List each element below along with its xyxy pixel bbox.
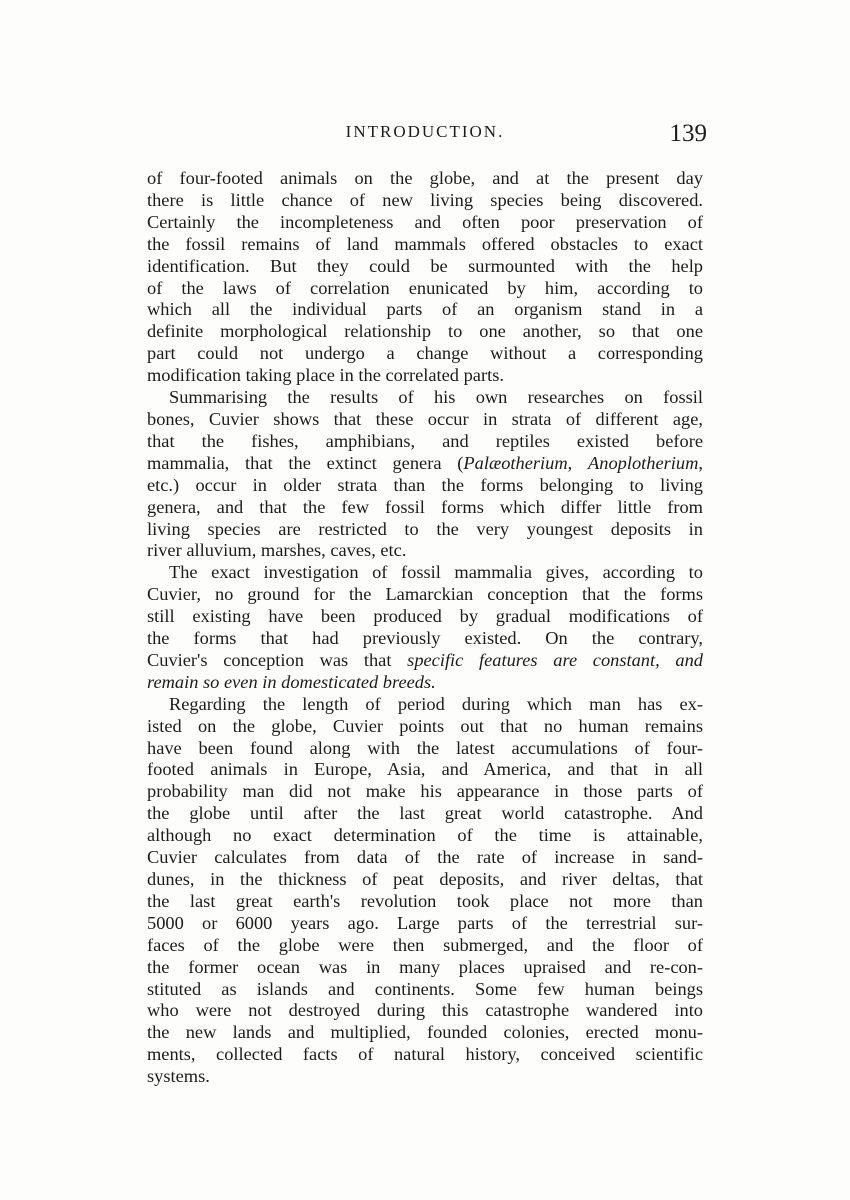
text-line: bones, Cuvier shows that these occur in strata of different age, <box>147 408 703 429</box>
paragraph-3 <box>147 562 703 693</box>
paragraph-4 <box>147 694 703 1088</box>
paragraph-1 <box>147 168 703 387</box>
text-line: the former ocean was in many places upraised and re-con- <box>147 956 703 977</box>
text-line: have been found along with the latest accumulations of four- <box>147 737 703 758</box>
text-run: mammalia, that the extinct genera ( <box>147 452 464 473</box>
text-line: probability man did not make his appearance in those parts of <box>147 781 703 802</box>
text-line: of four-footed animals on the globe, and at the present day <box>147 168 703 188</box>
text-line: who were not destroyed during this catastrophe wandered into <box>147 1000 703 1021</box>
text-line: systems. <box>147 1066 210 1087</box>
text-line: which all the individual parts of an organism stand in a <box>147 299 703 320</box>
text-line: stituted as islands and continents. Some few human beings <box>147 978 703 999</box>
text-line <box>147 672 703 694</box>
text-line: isted on the globe, Cuvier points out that no human remains <box>147 715 703 736</box>
text-line: identification. But they could be surmounted with the help <box>147 255 703 276</box>
text-line: etc.) occur in older strata than the forms belonging to living <box>147 474 703 495</box>
page-number: 139 <box>669 120 707 147</box>
running-title: INTRODUCTION. <box>345 122 505 141</box>
text-line: Cuvier calculates from data of the rate of increase in sand- <box>147 847 703 868</box>
text-line: Certainly the incompleteness and often poor preservation of <box>147 211 703 232</box>
text-line: Summarising the results of his own researches on fossil <box>169 387 703 408</box>
text-line: modification taking place in the correlated parts. <box>147 365 504 386</box>
text-line: that the fishes, amphibians, and reptiles existed before <box>147 430 703 451</box>
text-line: the globe until after the last great world catastrophe. And <box>147 803 703 824</box>
text-run: Cuvier's conception was that <box>147 649 408 670</box>
text-line: the fossil remains of land mammals offered obstacles to exact <box>147 233 703 254</box>
text-line: definite morphological relationship to one another, so that one <box>147 321 703 342</box>
text-line: living species are restricted to the very youngest deposits in <box>147 518 703 539</box>
text-line: faces of the globe were then submerged, and the floor of <box>147 934 703 955</box>
text-line: genera, and that the few fossil forms which differ little from <box>147 496 703 517</box>
text-line: although no exact determination of the time is attainable, <box>147 825 703 846</box>
text-line: part could not undergo a change without a corresponding <box>147 343 703 364</box>
text-line: Cuvier, no ground for the Lamarckian conception that the forms <box>147 584 703 605</box>
text-line <box>147 453 703 475</box>
text-line: the forms that had previously existed. On the contrary, <box>147 628 703 649</box>
text-line <box>147 650 703 672</box>
paragraph-2 <box>147 387 703 562</box>
text-run: , <box>567 452 589 473</box>
text-line: ments, collected facts of natural history, conceived scientific <box>147 1044 703 1065</box>
body-text <box>147 168 703 1088</box>
text-line: river alluvium, marshes, caves, etc. <box>147 540 407 561</box>
text-line: footed animals in Europe, Asia, and America, and that in all <box>147 759 703 780</box>
genus-name: Anoplotherium <box>588 452 699 473</box>
text-line: the last great earth's revolution took place not more than <box>147 890 703 911</box>
emphasis: remain so even in domesticated breeds. <box>147 671 436 692</box>
text-line: the new lands and multiplied, founded colonies, erected monu- <box>147 1022 703 1043</box>
running-head <box>0 122 850 152</box>
genus-name: Palæotherium <box>463 452 568 473</box>
text-line: still existing have been produced by gradual modifications of <box>147 606 703 627</box>
text-line: of the laws of correlation enunicated by him, according to <box>147 277 703 298</box>
text-line: 5000 or 6000 years ago. Large parts of the terrestrial sur- <box>147 912 703 933</box>
text-run: , <box>698 452 703 473</box>
emphasis: specific features are constant, and <box>407 649 703 670</box>
text-line: The exact investigation of fossil mammalia gives, according to <box>169 562 703 583</box>
text-line: there is little chance of new living species being discovered. <box>147 189 703 210</box>
text-line: dunes, in the thickness of peat deposits, and river deltas, that <box>147 869 703 889</box>
text-line: Regarding the length of period during which man has ex- <box>169 693 703 714</box>
